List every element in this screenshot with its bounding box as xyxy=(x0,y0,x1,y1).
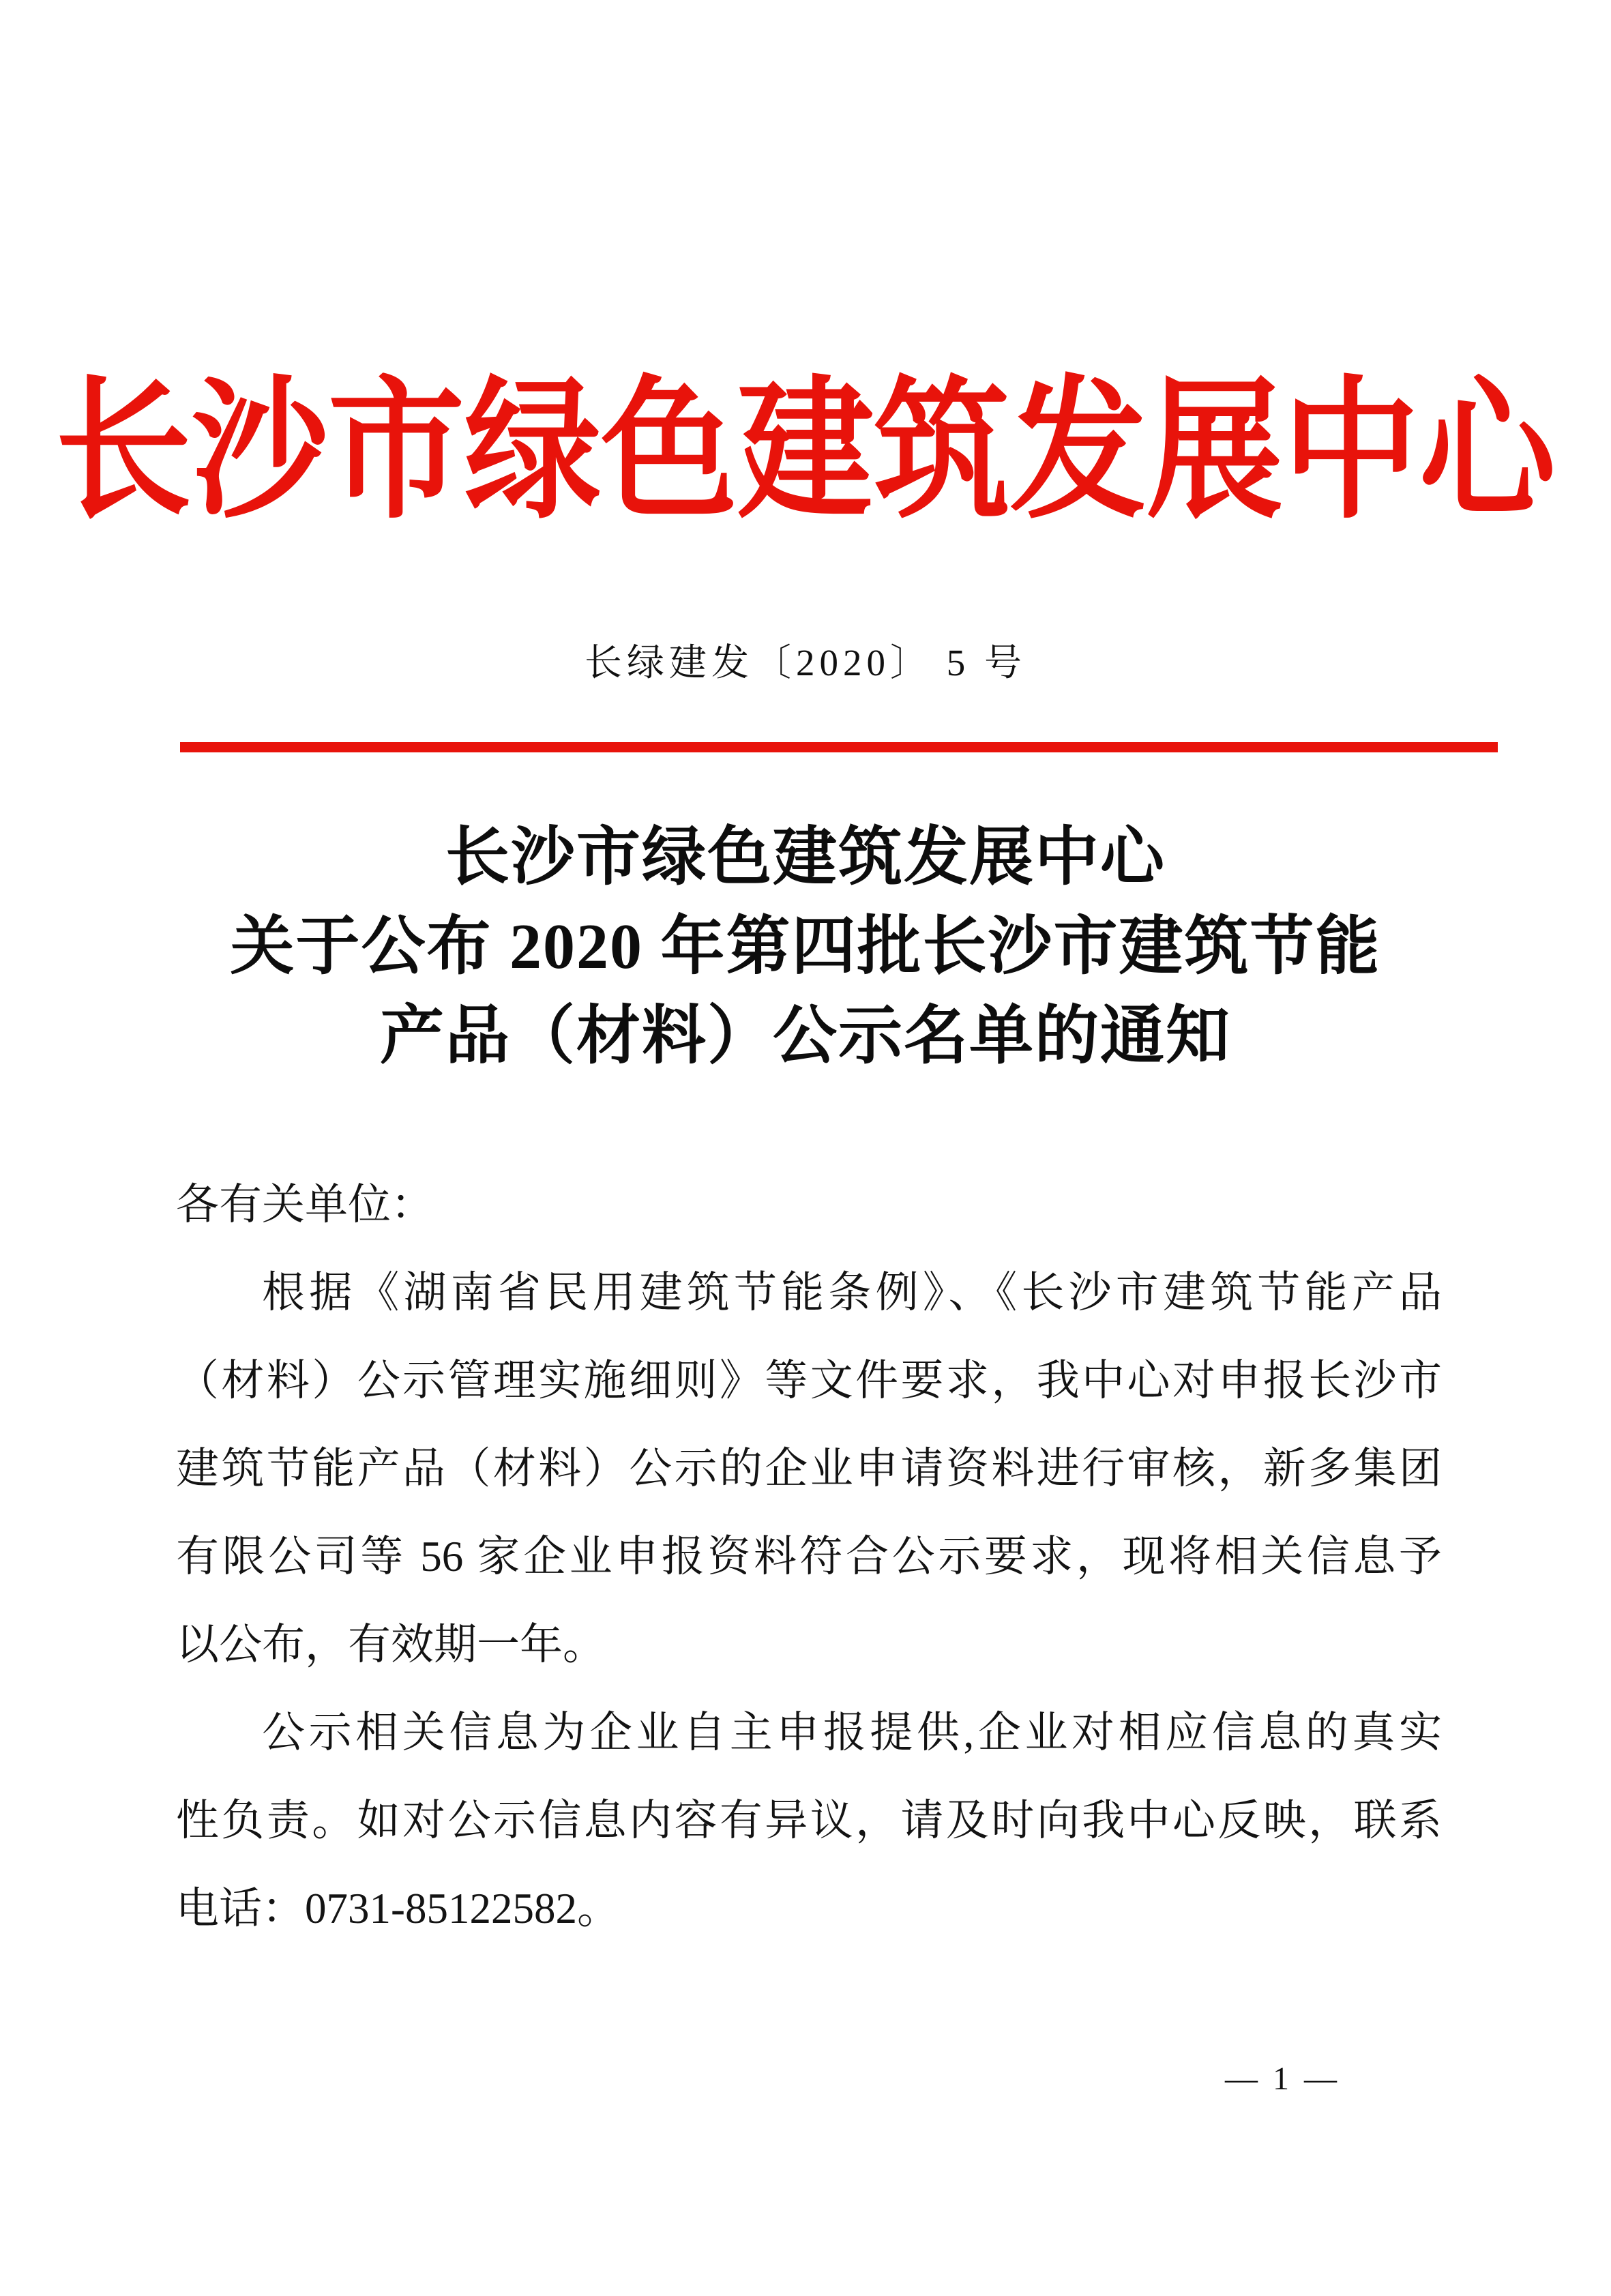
paragraph-1-line-1: 根据《湖南省民用建筑节能条例》、《长沙市建筑节能产品 xyxy=(262,1269,1442,1316)
red-divider-line xyxy=(180,742,1498,752)
document-title-line-2: 关于公布 2020 年第四批长沙市建筑节能 xyxy=(230,911,1381,982)
paragraph-1-line-2: （材料）公示管理实施细则》等文件要求，我中心对申报长沙市 xyxy=(176,1357,1442,1404)
paragraph-1-line-3: 建筑节能产品（材料）公示的企业申请资料进行审核，新多集团 xyxy=(176,1445,1442,1492)
salutation: 各有关单位： xyxy=(176,1181,434,1228)
document-title-line-1: 长沙市绿色建筑发展中心 xyxy=(445,822,1166,893)
document-title xyxy=(0,813,1611,1081)
letterhead-title: 长沙市绿色建筑发展中心 xyxy=(55,368,1556,538)
paragraph-2-line-3: 电话：0731-85122582。 xyxy=(176,1885,620,1932)
paragraph-1-line-4: 有限公司等 56 家企业申报资料符合公示要求，现将相关信息予 xyxy=(176,1533,1442,1580)
paragraph-2-line-2: 性负责。如对公示信息内容有异议，请及时向我中心反映，联系 xyxy=(176,1797,1442,1844)
document-number: 长绿建发〔2020〕 5 号 xyxy=(584,642,1026,683)
document-title-line-3: 产品（材料）公示名单的通知 xyxy=(379,1001,1231,1072)
page-number: — 1 — xyxy=(1225,2061,1340,2097)
paragraph-2-line-1: 公示相关信息为企业自主申报提供,企业对相应信息的真实 xyxy=(262,1709,1442,1756)
paragraph-1-line-5: 以公布，有效期一年。 xyxy=(176,1621,606,1668)
document-body xyxy=(176,1161,1442,1953)
